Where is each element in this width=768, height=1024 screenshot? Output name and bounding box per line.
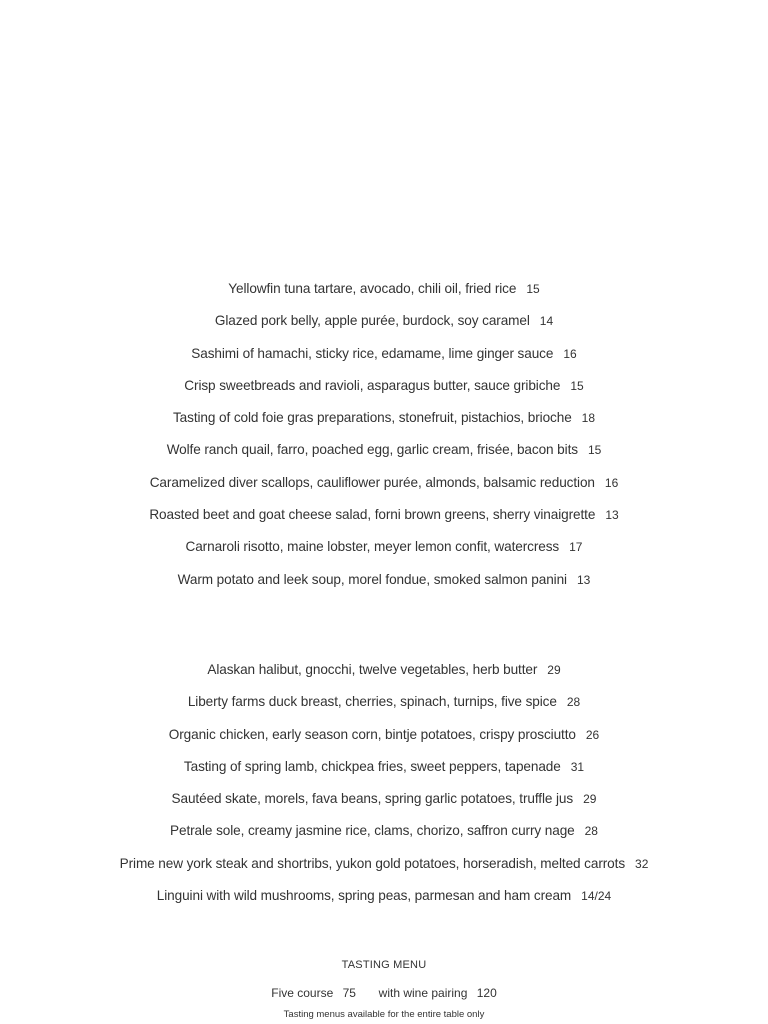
- dish-description: Petrale sole, creamy jasmine rice, clams, chorizo, saffron curry nage: [170, 823, 575, 839]
- wine-pairing-price: 120: [476, 986, 497, 1000]
- menu-item: [0, 402, 768, 434]
- dish-description: Tasting of cold foie gras preparations, stonefruit, pistachios, brioche: [172, 410, 572, 426]
- dish-price: 28: [566, 695, 581, 710]
- dish-price: 16: [563, 346, 577, 361]
- menu-item: [0, 654, 768, 686]
- dish-description: Tasting of spring lamb, chickpea fries, sweet peppers, tapenade: [183, 758, 561, 774]
- menu-item: [0, 499, 768, 531]
- dish-description: Wolfe ranch quail, farro, poached egg, garlic cream, frisée, bacon bits: [166, 442, 578, 458]
- dish-description: Prime new york steak and shortribs, yukon gold potatoes, horseradish, melted carrots: [119, 855, 626, 871]
- dish-description: Carnaroli risotto, maine lobster, meyer lemon confit, watercress: [185, 539, 560, 555]
- menu-item: [0, 751, 768, 783]
- dish-description: Caramelized diver scallops, cauliflower purée, almonds, balsamic reduction: [149, 474, 595, 490]
- tasting-menu-pricing: [0, 984, 768, 1002]
- menu-item: [0, 564, 768, 596]
- menu-item: [0, 783, 768, 815]
- dish-description: Yellowfin tuna tartare, avocado, chili oil, fried rice: [228, 281, 517, 296]
- dish-description: Sautéed skate, morels, fava beans, spring garlic potatoes, truffle jus: [171, 791, 574, 807]
- dish-description: Organic chicken, early season corn, bintje potatoes, crispy prosciutto: [168, 726, 576, 742]
- dish-price: 29: [583, 792, 597, 807]
- dish-description: Linguini with wild mushrooms, spring peas, parmesan and ham cream: [156, 888, 572, 904]
- dish-description: Roasted beet and goat cheese salad, forni brown greens, sherry vinaigrette: [149, 507, 596, 523]
- menu-item: [0, 467, 768, 499]
- menu-item: [0, 531, 768, 563]
- dish-price: 28: [584, 824, 598, 839]
- tasting-menu-note: Tasting menus available for the entire table only: [283, 1009, 485, 1020]
- dish-price: 15: [570, 378, 584, 393]
- dish-price: 31: [570, 759, 585, 774]
- dish-price: 13: [576, 572, 591, 587]
- menu-item: [0, 686, 768, 718]
- appetizer-list: [0, 273, 768, 596]
- entree-list: [0, 654, 768, 912]
- menu-item: [0, 305, 768, 337]
- dish-description: Glazed pork belly, apple purée, burdock, soy caramel: [214, 313, 530, 329]
- dish-description: Liberty farms duck breast, cherries, spinach, turnips, five spice: [187, 694, 557, 710]
- dish-price: 14: [539, 314, 554, 329]
- dish-price: 32: [635, 856, 649, 871]
- tasting-menu-section: [0, 956, 768, 1022]
- five-course-price: 75: [342, 986, 356, 1000]
- dish-description: Sashimi of hamachi, sticky rice, edamame, lime ginger sauce: [191, 345, 554, 361]
- dish-price: 18: [581, 411, 596, 426]
- menu-item: [0, 370, 768, 402]
- wine-pairing-label: with wine pairing: [378, 986, 468, 1000]
- menu-item: [0, 338, 768, 370]
- dish-price: 17: [569, 540, 583, 555]
- dish-description: Crisp sweetbreads and ravioli, asparagus butter, sauce gribiche: [184, 377, 561, 393]
- dish-description: Alaskan halibut, gnocchi, twelve vegetables, herb butter: [207, 662, 538, 677]
- dish-price: 15: [587, 443, 602, 458]
- dish-price: 26: [585, 727, 600, 742]
- menu-item: [0, 434, 768, 466]
- menu-item: [0, 815, 768, 847]
- five-course-label: Five course: [271, 986, 334, 1000]
- dish-price: 16: [604, 475, 619, 490]
- menu-item: [0, 719, 768, 751]
- menu-item: [0, 880, 768, 912]
- tasting-menu-title: TASTING MENU: [341, 959, 427, 971]
- dish-price: 13: [605, 508, 619, 523]
- dish-price: 15: [526, 282, 540, 296]
- menu-item: [0, 273, 768, 305]
- menu-item: [0, 848, 768, 880]
- dish-price: 29: [547, 663, 561, 677]
- dish-price: 14/24: [581, 889, 612, 904]
- dish-description: Warm potato and leek soup, morel fondue, smoked salmon panini: [177, 571, 567, 587]
